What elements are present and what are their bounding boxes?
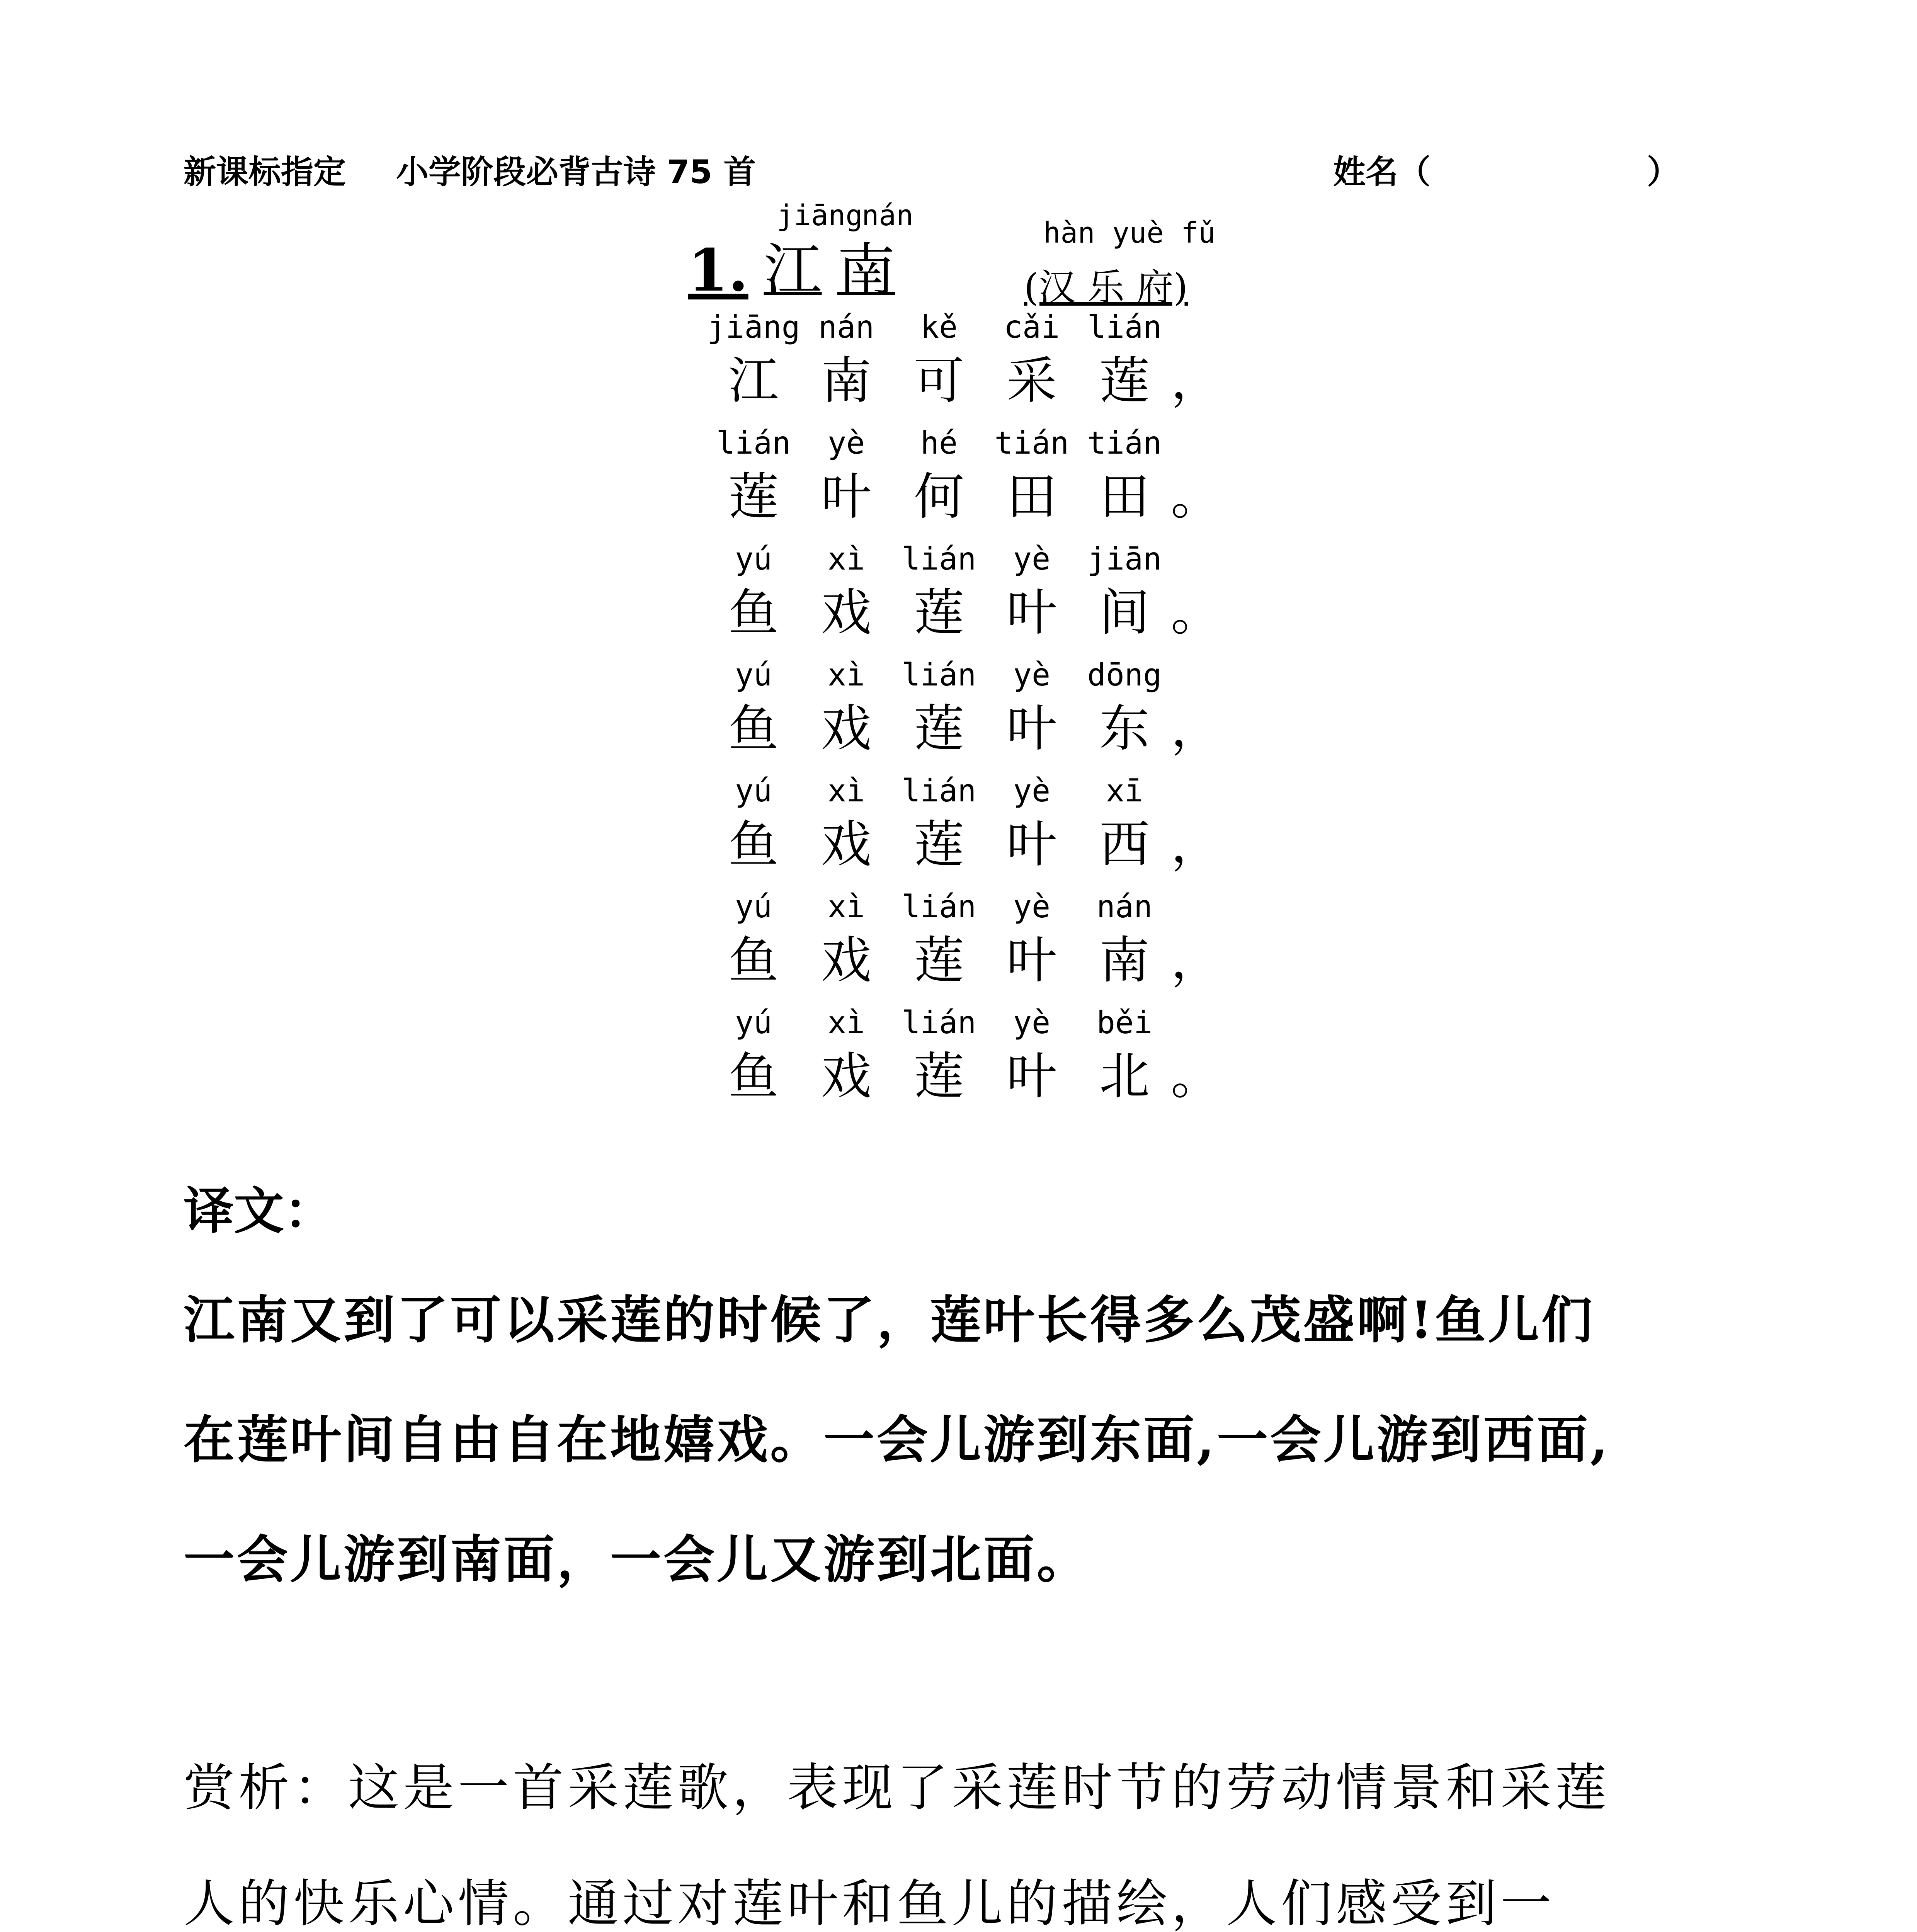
punctuation: ，: [1171, 815, 1221, 874]
pinyin: xī: [1106, 773, 1143, 809]
pinyin: xì: [827, 657, 865, 693]
hanzi-row: [707, 931, 1221, 990]
title-pinyin-nan: nán: [862, 199, 913, 232]
hanzi-row: [707, 1047, 1221, 1105]
hanzi: 戏: [821, 931, 871, 990]
pinyin: hé: [920, 425, 958, 461]
poem-author: (汉 乐 府): [1024, 266, 1188, 309]
hanzi: 莲: [913, 1047, 964, 1105]
pinyin: kě: [920, 309, 958, 345]
hanzi: 莲: [913, 699, 964, 758]
hanzi: 采: [1006, 351, 1057, 410]
hanzi: 鱼: [728, 931, 779, 990]
pinyin: yú: [735, 773, 772, 809]
pinyin: lián: [902, 773, 976, 809]
pinyin: yú: [735, 657, 772, 693]
hanzi: 鱼: [728, 583, 779, 642]
document-header: [184, 146, 756, 193]
pinyin-row: [707, 773, 1171, 809]
title-char-jiang: 江: [764, 237, 822, 304]
pinyin: tián: [1087, 425, 1162, 461]
appreciation-line: 人的快乐心情。通过对莲叶和鱼儿的描绘，人们感受到一: [184, 1874, 1555, 1932]
hanzi-row: [707, 699, 1221, 758]
hanzi: 叶: [1006, 583, 1057, 642]
punctuation: 。: [1171, 467, 1221, 526]
hanzi: 戏: [821, 699, 871, 758]
hanzi: 莲: [1099, 351, 1150, 410]
appreciation-line: 赏析：这是一首采莲歌，表现了采莲时节的劳动情景和采莲: [184, 1758, 1610, 1818]
punctuation: 。: [1171, 583, 1221, 642]
pinyin: běi: [1096, 1005, 1153, 1041]
pinyin: xì: [827, 889, 865, 925]
punctuation: 。: [1171, 1047, 1221, 1105]
hanzi: 叶: [821, 467, 871, 526]
hanzi: 北: [1099, 1047, 1150, 1105]
pinyin-row: [707, 889, 1171, 925]
pinyin-row: [707, 541, 1171, 577]
hanzi: 叶: [1006, 815, 1057, 874]
pinyin: lián: [902, 657, 976, 693]
punctuation: ，: [1171, 351, 1221, 410]
pinyin: yú: [735, 541, 772, 577]
hanzi: 间: [1099, 583, 1150, 642]
hanzi-row: [707, 815, 1221, 874]
pinyin: dōng: [1087, 657, 1162, 693]
pinyin: yú: [735, 1005, 772, 1041]
translation-line: 江南又到了可以采莲的时候了，莲叶长得多么茂盛啊!鱼儿们: [184, 1290, 1595, 1350]
poem-number: 1.: [688, 236, 748, 304]
hanzi: 江: [728, 351, 779, 410]
hanzi: 莲: [913, 815, 964, 874]
hanzi: 莲: [728, 467, 779, 526]
hanzi: 何: [913, 467, 964, 526]
hanzi-row: [707, 351, 1221, 410]
pinyin: tián: [994, 425, 1069, 461]
pinyin-row: [707, 425, 1171, 461]
hanzi: 南: [1099, 931, 1150, 990]
pinyin-row: [707, 657, 1171, 693]
pinyin: xì: [827, 773, 865, 809]
hanzi: 叶: [1006, 699, 1057, 758]
hanzi: 戏: [821, 815, 871, 874]
pinyin: yè: [1013, 657, 1051, 693]
hanzi: 南: [821, 351, 871, 410]
pinyin-row: [707, 1005, 1171, 1041]
pinyin: lián: [1087, 309, 1162, 345]
hanzi: 东: [1099, 699, 1150, 758]
pinyin: nán: [1096, 889, 1153, 925]
hanzi: 戏: [821, 583, 871, 642]
pinyin-row: [707, 309, 1171, 345]
pinyin: xì: [827, 541, 865, 577]
translation-label: 译文：: [184, 1181, 335, 1240]
hanzi: 戏: [821, 1047, 871, 1105]
pinyin: yè: [827, 425, 865, 461]
poem-title: [688, 236, 895, 304]
pinyin: nán: [818, 309, 874, 345]
pinyin: jiāng: [707, 309, 800, 345]
pinyin: lián: [902, 1005, 976, 1041]
pinyin: cǎi: [1004, 309, 1060, 345]
hanzi: 莲: [913, 583, 964, 642]
title-pinyin-jiang: jiāng: [777, 199, 863, 232]
pinyin: yè: [1013, 1005, 1051, 1041]
hanzi: 鱼: [728, 1047, 779, 1105]
translation-line: 一会儿游到南面，一会儿又游到北面。: [184, 1530, 1090, 1590]
name-close: ）: [1647, 153, 1680, 191]
hanzi-row: [707, 467, 1221, 526]
header-title: 小学阶段必背古诗 75 首: [396, 153, 756, 191]
name-field: [1333, 146, 1679, 193]
hanzi: 田: [1006, 467, 1057, 526]
pinyin: yè: [1013, 541, 1051, 577]
pinyin: lián: [902, 541, 976, 577]
punctuation: ，: [1171, 931, 1221, 990]
pinyin: lián: [902, 889, 976, 925]
hanzi: 西: [1099, 815, 1150, 874]
translation-line: 在莲叶间自由自在地嬉戏。一会儿游到东面,一会儿游到西面,: [184, 1410, 1610, 1470]
pinyin: xì: [827, 1005, 865, 1041]
hanzi: 莲: [913, 931, 964, 990]
punctuation: ，: [1171, 699, 1221, 758]
header-tag: 新课标指定: [184, 153, 346, 191]
pinyin: yè: [1013, 889, 1051, 925]
hanzi: 可: [913, 351, 964, 410]
hanzi: 鱼: [728, 815, 779, 874]
title-char-nan: 南: [837, 237, 895, 304]
hanzi: 叶: [1006, 931, 1057, 990]
pinyin: lián: [716, 425, 791, 461]
author-pinyin: hàn yuè fǔ: [1043, 216, 1216, 250]
pinyin: jiān: [1087, 541, 1162, 577]
hanzi: 田: [1099, 467, 1150, 526]
pinyin: yè: [1013, 773, 1051, 809]
hanzi-row: [707, 583, 1221, 642]
hanzi: 叶: [1006, 1047, 1057, 1105]
pinyin: yú: [735, 889, 772, 925]
hanzi: 鱼: [728, 699, 779, 758]
name-label: 姓名（: [1333, 153, 1431, 191]
